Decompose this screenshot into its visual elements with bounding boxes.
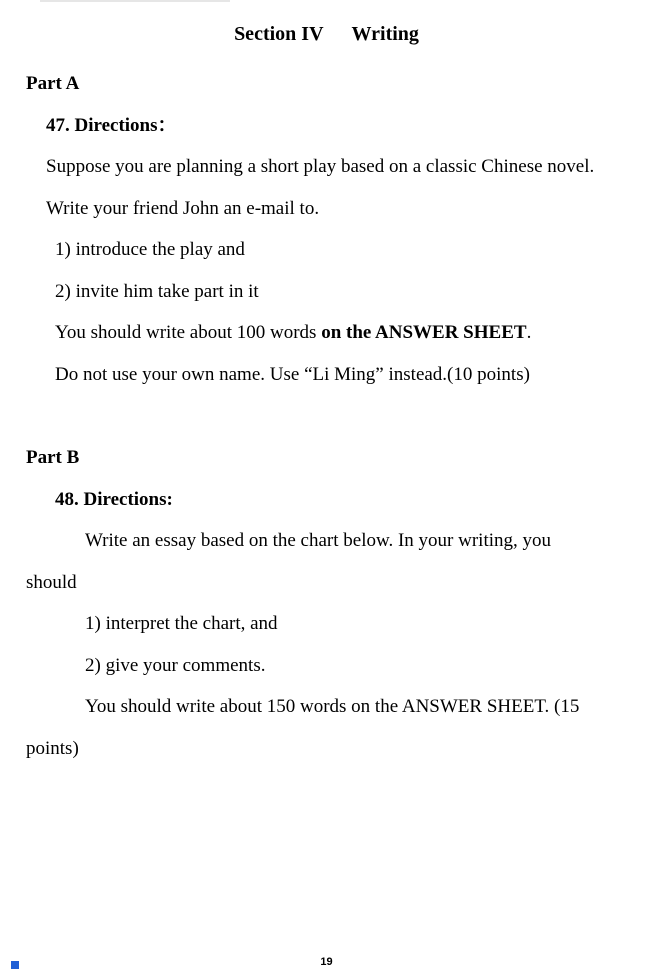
page-number: 19 (320, 956, 333, 968)
part-a-requirement-prefix: You should write about 100 words (55, 322, 322, 343)
section-number: Section IV (234, 23, 324, 45)
part-a-directions-label: 47. Directions： (46, 115, 177, 136)
section-name: Writing (351, 23, 419, 45)
part-b-line-1: Write an essay based on the chart below. In your writing, you (85, 530, 552, 551)
part-b-directions-label: 48. Directions: (55, 489, 173, 510)
part-b-item-2: 2) give your comments. (85, 655, 266, 676)
part-a-item-2: 2) invite him take part in it (55, 281, 259, 302)
part-a-line-2: Write your friend John an e-mail to. (46, 198, 320, 219)
top-rule (40, 0, 230, 2)
part-b-requirement-continued: points) (26, 738, 79, 759)
section-title (0, 22, 653, 46)
part-b-title: Part B (26, 447, 80, 468)
part-a-requirement-emphasis: on the ANSWER SHEET (321, 322, 527, 343)
part-a-requirement-suffix: . (526, 322, 532, 343)
part-a-requirement (55, 321, 531, 345)
part-a-title: Part A (26, 73, 80, 94)
part-a-item-1: 1) introduce the play and (55, 239, 245, 260)
part-a-line-1: Suppose you are planning a short play based on a classic Chinese novel. (46, 156, 595, 177)
part-b-requirement: You should write about 150 words on the ANSWER SHEET. (15 (85, 696, 580, 717)
part-b-item-1: 1) interpret the chart, and (85, 613, 278, 634)
part-b-line-1-continued: should (26, 572, 77, 593)
part-a-note: Do not use your own name. Use “Li Ming” instead.(10 points) (55, 364, 530, 385)
